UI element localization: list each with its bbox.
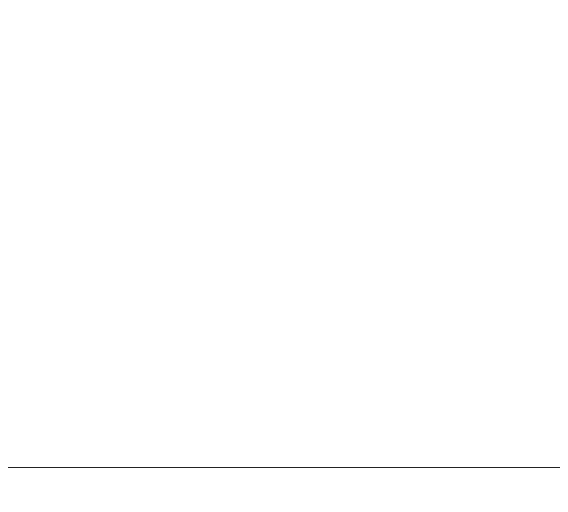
page-header: [8, 6, 560, 28]
commentary-paragraph-1: [8, 28, 560, 268]
footnotes: [8, 471, 560, 507]
footnote-divider: [8, 467, 560, 468]
commentary-paragraph-2: [8, 270, 560, 465]
